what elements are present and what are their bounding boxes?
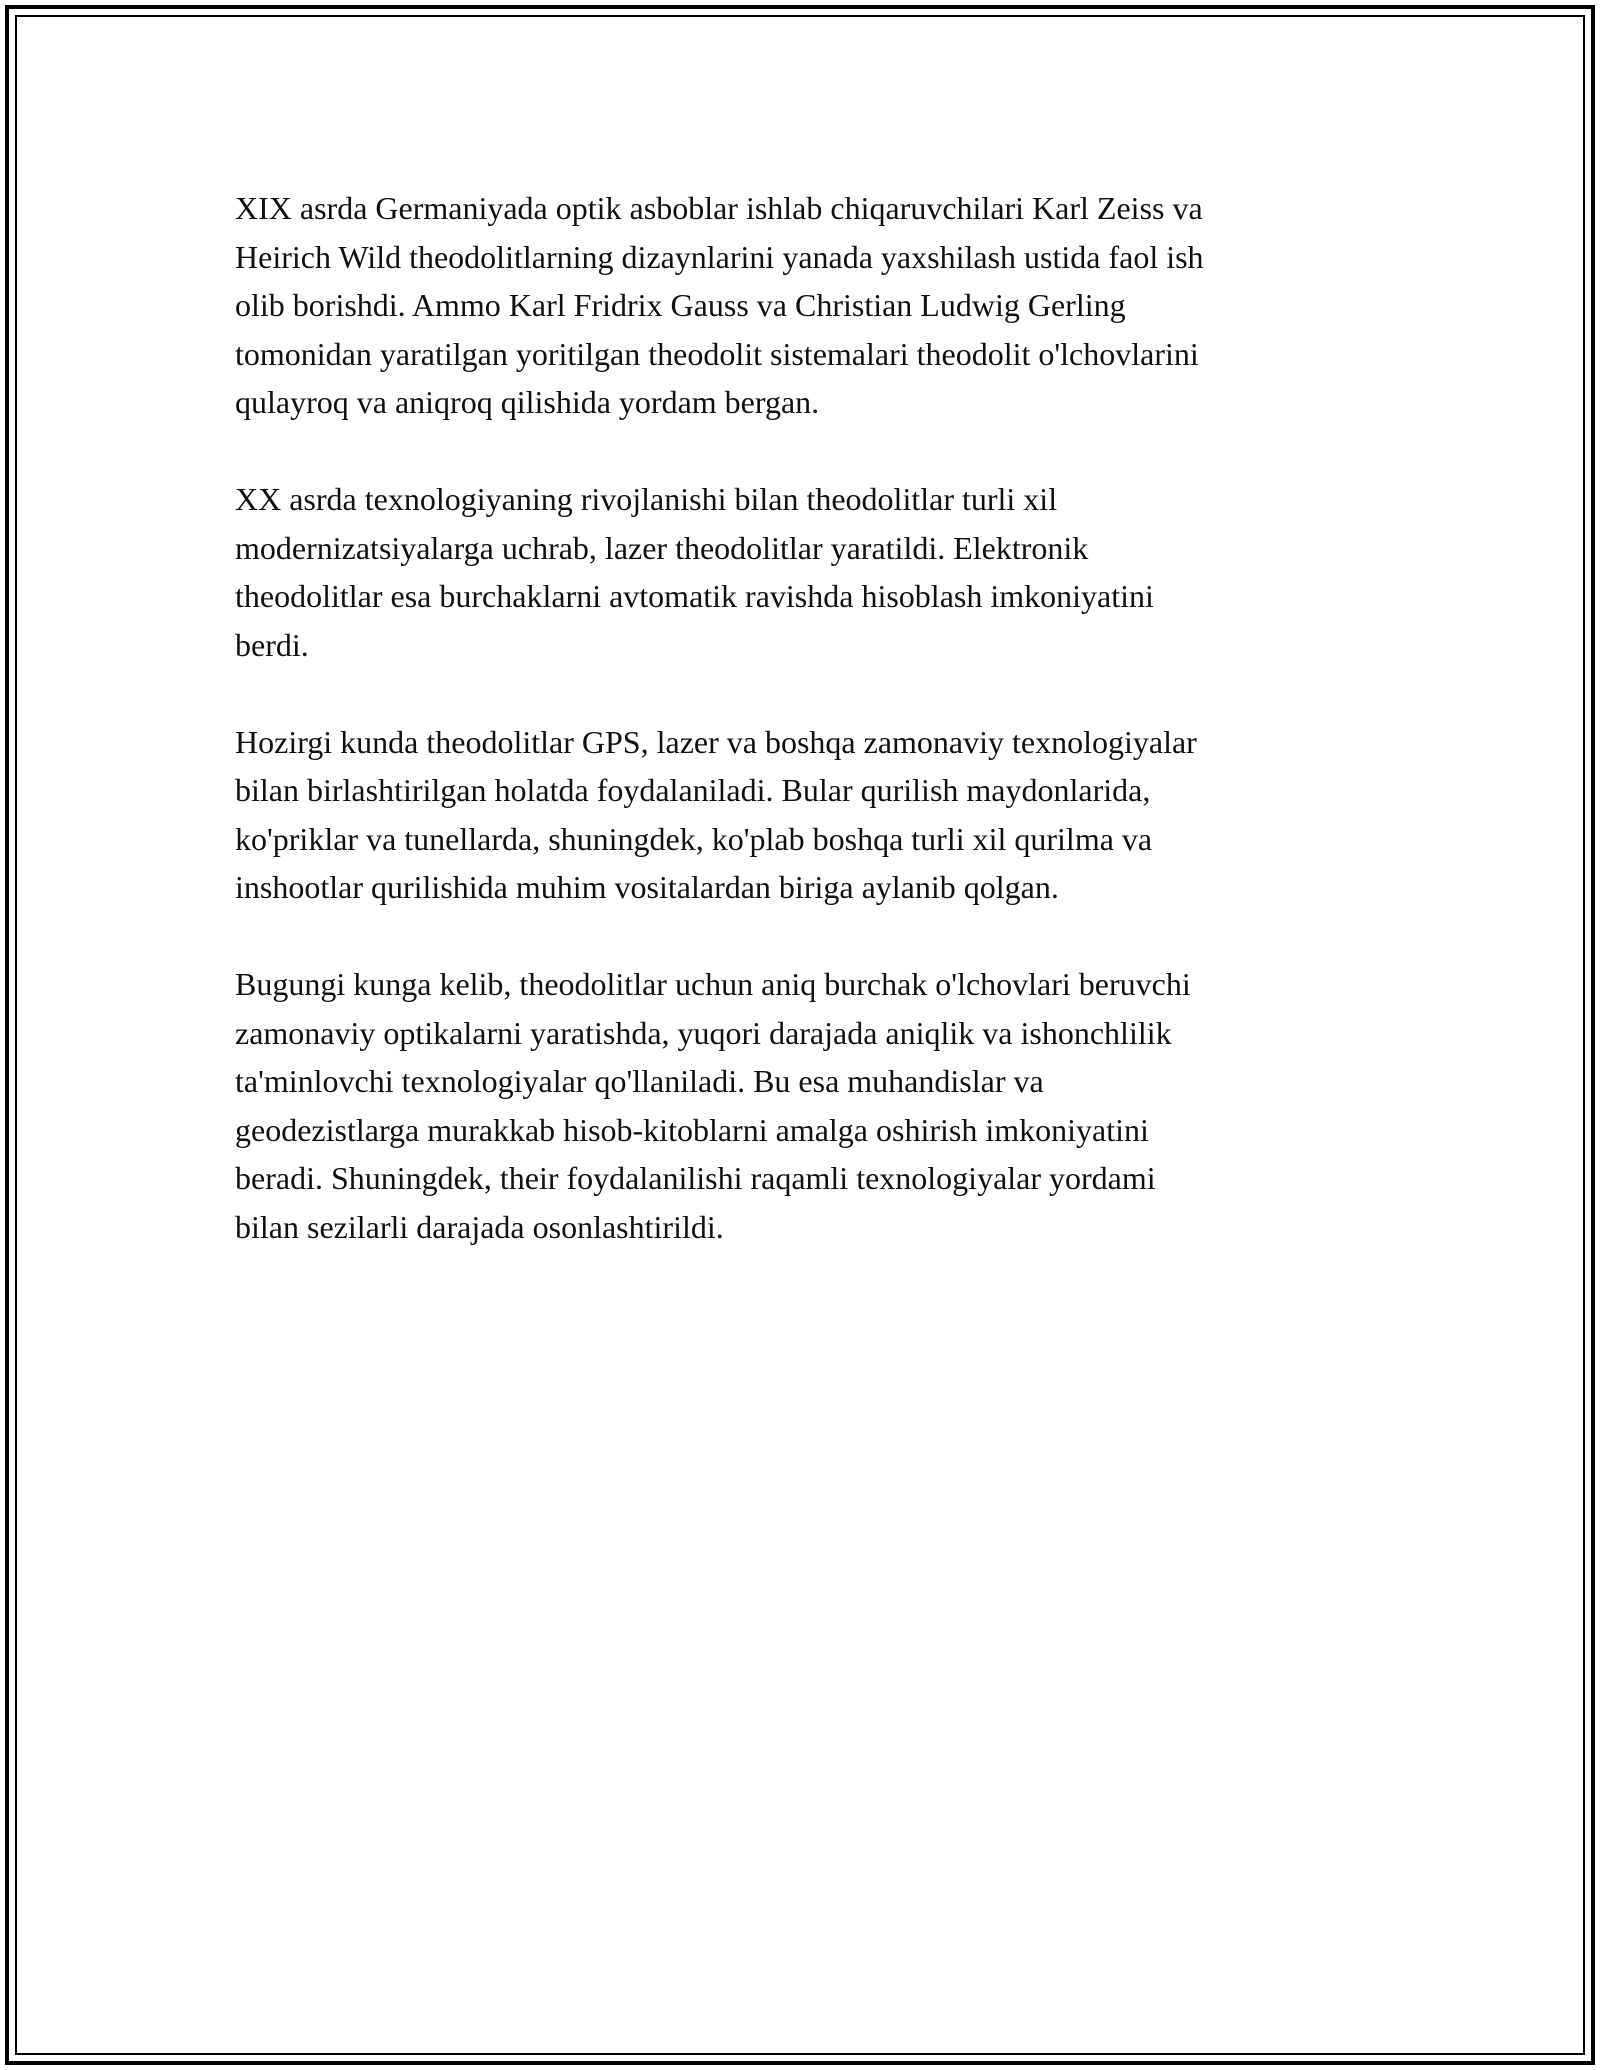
paragraph-line: ta'minlovchi texnologiyalar qo'llaniladi. Bu esa muhandislar va xyxy=(235,1063,1044,1099)
paragraph-line: ko'priklar va tunellarda, shuningdek, ko'plab boshqa turli xil qurilma va xyxy=(235,820,1153,857)
paragraph-1 xyxy=(235,184,1365,427)
paragraph-4 xyxy=(235,960,1365,1251)
paragraph-line: bilan birlashtirilgan holatda foydalaniladi. Bular qurilish maydonlarida, xyxy=(235,772,1151,808)
document-body xyxy=(235,184,1365,1300)
paragraph-line: tomonidan yaratilgan yoritilgan theodolit sistemalari theodolit o'lchovlarini xyxy=(235,335,1199,372)
paragraph-2 xyxy=(235,475,1365,669)
paragraph-line: Hozirgi kunda theodolitlar GPS, lazer va boshqa zamonaviy texnologiyalar xyxy=(235,723,1197,760)
paragraph-line: Bugungi kunga kelib, theodolitlar uchun aniq burchak o'lchovlari beruvchi xyxy=(235,966,1191,1002)
paragraph-line: XIX asrda Germaniyada optik asboblar ishlab chiqaruvchilari Karl Zeiss va xyxy=(235,190,1203,226)
paragraph-line: bilan sezilarli darajada osonlashtirildi. xyxy=(235,1208,724,1245)
paragraph-line: zamonaviy optikalarni yaratishda, yuqori darajada aniqlik va ishonchlilik xyxy=(235,1014,1172,1051)
paragraph-line: inshootlar qurilishida muhim vositalardan biriga aylanib qolgan. xyxy=(235,869,1059,905)
paragraph-line: qulayroq va aniqroq qilishida yordam bergan. xyxy=(235,384,820,420)
paragraph-line: theodolitlar esa burchaklarni avtomatik ravishda hisoblash imkoniyatini xyxy=(235,578,1154,614)
paragraph-line: XX asrda texnologiyaning rivojlanishi bilan theodolitlar turli xil xyxy=(235,481,1058,517)
paragraph-3 xyxy=(235,718,1365,912)
paragraph-line: Heirich Wild theodolitlarning dizaynlarini yanada yaxshilash ustida faol ish xyxy=(235,238,1204,275)
paragraph-line: olib borishdi. Ammo Karl Fridrix Gauss va Christian Ludwig Gerling xyxy=(235,287,1126,323)
paragraph-line: geodezistlarga murakkab hisob-kitoblarni amalga oshirish imkoniyatini xyxy=(235,1111,1149,1148)
paragraph-line: modernizatsiyalarga uchrab, lazer theodolitlar yaratildi. Elektronik xyxy=(235,529,1089,566)
paragraph-line: berdi. xyxy=(235,626,309,663)
paragraph-line: beradi. Shuningdek, their foydalanilishi raqamli texnologiyalar yordami xyxy=(235,1160,1156,1196)
